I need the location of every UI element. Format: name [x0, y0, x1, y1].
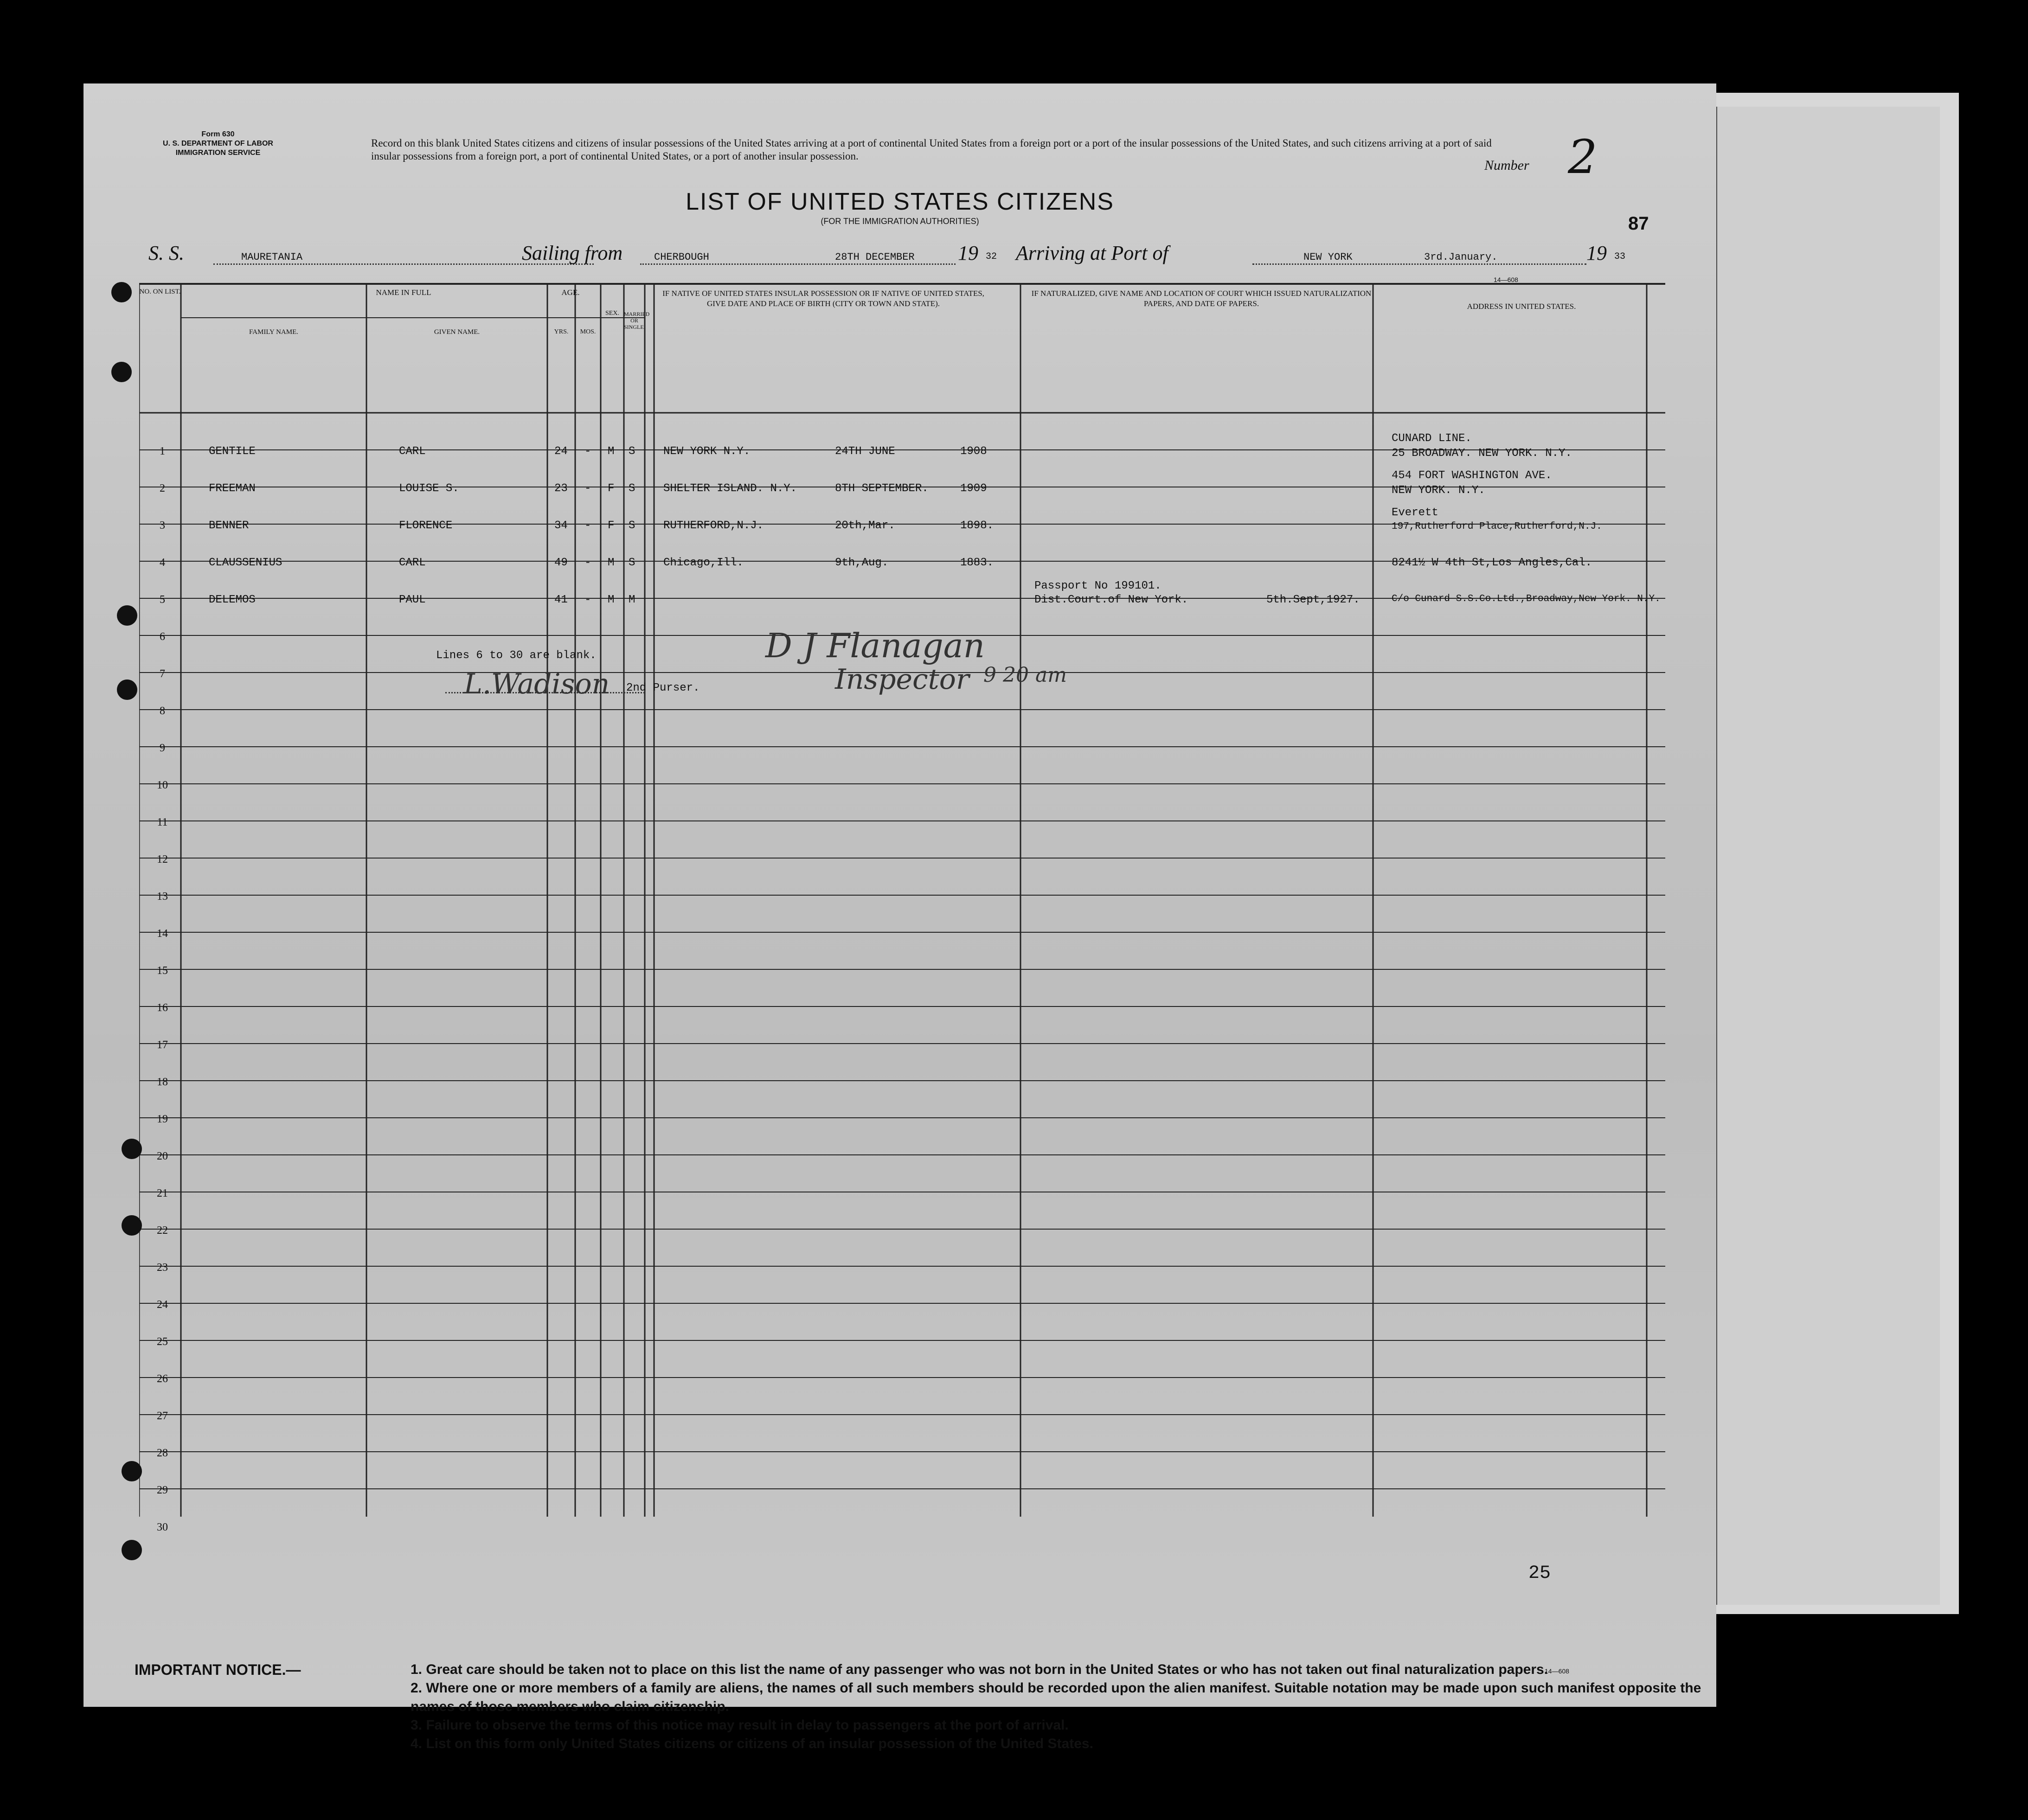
row-number: 22 — [157, 1224, 168, 1237]
row-number: 14 — [157, 928, 168, 940]
passenger-age-months: - — [584, 445, 591, 458]
from-port: CHERBOUGH — [654, 251, 709, 263]
passenger-age-years: 23 — [554, 482, 568, 495]
row-number: 25 — [157, 1336, 168, 1348]
purser-title: 2nd Purser. — [626, 682, 700, 694]
notice-item: 4. List on this form only United States citizens or citizens of an insular possession of the United States. — [411, 1736, 1093, 1751]
passenger-birth-year: 1909 — [960, 482, 987, 495]
page-number: 87 — [1628, 213, 1649, 234]
punch-hole — [111, 362, 132, 382]
form-number: Form 630 — [201, 130, 235, 138]
header-family-name: FAMILY NAME. — [249, 328, 298, 336]
row-number: 17 — [157, 1039, 168, 1051]
passenger-address-line-1: 454 FORT WASHINGTON AVE. — [1392, 469, 1552, 482]
row-number: 8 — [160, 705, 165, 717]
row-number: 11 — [157, 816, 168, 828]
passenger-given-name: LOUISE S. — [399, 482, 459, 495]
ship-name: MAURETANIA — [241, 251, 303, 263]
passenger-sex: F — [608, 482, 615, 495]
purser-dotline — [445, 692, 645, 693]
header-no: NO. ON LIST. — [139, 288, 181, 295]
notice-item: 2. Where one or more members of a family are aliens, the names of all such members should be recorded upon the alien manifest. Suitable notation may be made upon such manifest opposite the names of those members who claim citizenship. — [411, 1680, 1701, 1714]
punch-hole — [122, 1215, 142, 1236]
header-sex: SEX. — [605, 310, 619, 317]
passenger-given-name: PAUL — [399, 594, 426, 606]
passenger-marital-status: S — [629, 519, 635, 532]
header-naturalized: IF NATURALIZED, GIVE NAME AND LOCATION OF COURT WHICH ISSUED NATURALIZATION PAPERS, AND DATE OF PAPERS. — [1031, 289, 1372, 308]
passenger-age-years: 41 — [554, 594, 568, 606]
row-number: 27 — [157, 1410, 168, 1422]
row-number: 4 — [160, 557, 165, 569]
passenger-naturalization-date: 5th.Sept,1927. — [1266, 594, 1360, 606]
passenger-age-months: - — [584, 594, 591, 606]
arrive-year: 33 — [1614, 251, 1626, 262]
page-title: LIST OF UNITED STATES CITIZENS — [686, 188, 1114, 215]
header-yrs: YRS. — [554, 328, 569, 335]
passenger-address-line-2: NEW YORK. N.Y. — [1392, 484, 1485, 497]
passenger-address-line-1: CUNARD LINE. — [1392, 432, 1472, 445]
passenger-birth-place: NEW YORK N.Y. — [663, 445, 751, 458]
manifest-sheet — [83, 83, 1716, 1751]
row-number: 1 — [160, 445, 165, 457]
ss-label: S. S. — [148, 242, 184, 264]
passenger-family-name: FREEMAN — [209, 482, 256, 495]
arrive-date: 3rd.January. — [1424, 251, 1498, 263]
form-code-top: 14—608 — [1494, 276, 1518, 283]
punch-hole — [122, 1540, 142, 1560]
passenger-address-line-1: Everett — [1392, 506, 1438, 519]
row-number: 20 — [157, 1150, 168, 1162]
passenger-address-line-2: 8241½ W 4th St,Los Angles,Cal. — [1392, 557, 1592, 569]
passenger-age-years: 24 — [554, 445, 568, 458]
row-number: 19 — [157, 1113, 168, 1125]
notice-item: 3. Failure to observe the terms of this notice may result in delay to passengers at the port of arrival. — [411, 1717, 1069, 1733]
list-number: 2 — [1568, 130, 1598, 184]
row-number: 9 — [160, 742, 165, 754]
passenger-address-line-2: C/o Cunard S.S.Co.Ltd.,Broadway,New York. N.Y. — [1392, 594, 1661, 604]
inspector-time: 9 20 am — [983, 663, 1067, 687]
header-married-single: MARRIED OR SINGLE. — [624, 311, 650, 330]
table-rules — [139, 283, 1665, 1517]
passenger-age-months: - — [584, 482, 591, 495]
passenger-birth-year: 1898. — [960, 519, 994, 532]
row-number: 18 — [157, 1076, 168, 1088]
passenger-age-years: 49 — [554, 557, 568, 569]
header-address: ADDRESS IN UNITED STATES. — [1467, 302, 1576, 311]
inspector-signature: D J Flanagan — [765, 626, 985, 665]
row-number: 15 — [157, 965, 168, 977]
passenger-birth-date: 24TH JUNE — [835, 445, 895, 458]
page-subtitle: (FOR THE IMMIGRATION AUTHORITIES) — [821, 217, 979, 226]
passenger-marital-status: S — [629, 557, 635, 569]
form-issuer — [148, 130, 288, 158]
punch-hole — [122, 1139, 142, 1159]
passenger-sex: M — [608, 445, 615, 458]
row-number: 30 — [157, 1521, 168, 1533]
row-number: 26 — [157, 1373, 168, 1385]
row-number: 24 — [157, 1299, 168, 1311]
passenger-birth-date: 8TH SEPTEMBER. — [835, 482, 929, 495]
sailing-from-label: Sailing from — [522, 242, 623, 264]
inspector-title: Inspector — [835, 663, 969, 696]
header-given-name: GIVEN NAME. — [434, 328, 480, 336]
passenger-naturalization: Passport No 199101. — [1034, 580, 1162, 592]
punch-hole — [117, 679, 137, 700]
row-number: 7 — [160, 668, 165, 680]
row-number: 2 — [160, 482, 165, 494]
passenger-birth-date: 20th,Mar. — [835, 519, 895, 532]
passenger-given-name: CARL — [399, 445, 426, 458]
arrive-dotline — [1252, 263, 1586, 265]
header-name-in-full: NAME IN FULL — [376, 288, 431, 297]
punch-hole — [111, 282, 132, 302]
passenger-family-name: GENTILE — [209, 445, 256, 458]
passenger-birth-date: 9th,Aug. — [835, 557, 889, 569]
header-mos: MOS. — [580, 328, 596, 335]
header-birth: IF NATIVE OF UNITED STATES INSULAR POSSESSION OR IF NATIVE OF UNITED STATES, GIVE DATE AND PLACE OF BIRTH (CITY OR TOWN AND STATE). — [662, 289, 984, 308]
row-number: 5 — [160, 594, 165, 606]
notice-items — [411, 1660, 1719, 1753]
passenger-sex: F — [608, 519, 615, 532]
passenger-family-name: DELEMOS — [209, 594, 256, 606]
from-dotline — [640, 263, 956, 265]
passenger-birth-place: Chicago,Ill. — [663, 557, 744, 569]
passenger-age-months: - — [584, 557, 591, 569]
passenger-marital-status: S — [629, 445, 635, 458]
depart-year: 32 — [986, 251, 997, 262]
passenger-marital-status: M — [629, 594, 635, 606]
passenger-address-line-2: 25 BROADWAY. NEW YORK. N.Y. — [1392, 447, 1572, 460]
punch-hole — [122, 1461, 142, 1481]
arrive-year-prefix: 19 — [1586, 242, 1607, 264]
passenger-birth-place: RUTHERFORD,N.J. — [663, 519, 764, 532]
passenger-address-line-2: 197,Rutherford Place,Rutherford,N.J. — [1392, 521, 1602, 532]
number-label: Number — [1484, 158, 1529, 173]
notice-lead: IMPORTANT NOTICE.— — [135, 1661, 301, 1678]
passenger-given-name: CARL — [399, 557, 426, 569]
row-number: 6 — [160, 631, 165, 643]
form-code-bottom: 14—608 — [1545, 1667, 1569, 1675]
passenger-family-name: CLAUSSENIUS — [209, 557, 282, 569]
row-number: 10 — [157, 779, 168, 791]
passenger-family-name: BENNER — [209, 519, 249, 532]
purser-signature: L.Wadison — [464, 668, 610, 700]
arrive-port: NEW YORK — [1303, 251, 1353, 263]
department: U. S. DEPARTMENT OF LABOR — [163, 140, 273, 147]
background-page-2 — [1716, 107, 1940, 1605]
record-instructions: Record on this blank United States citizens and citizens of insular possessions of the United States arriving at a port of continental United States from a foreign port or a port of the insular possessions of the United States, and such citizens arriving at a port of said insular possessions from a foreign port, a port of continental United States, or a port of another insular possession. — [371, 137, 1492, 162]
row-number: 13 — [157, 891, 168, 903]
passenger-birth-year: 1883. — [960, 557, 994, 569]
row-number: 21 — [157, 1187, 168, 1199]
passenger-age-years: 34 — [554, 519, 568, 532]
row-number: 29 — [157, 1484, 168, 1496]
depart-year-prefix: 19 — [958, 242, 978, 264]
passenger-birth-year: 1908 — [960, 445, 987, 458]
row-number: 28 — [157, 1447, 168, 1459]
punch-hole — [117, 605, 137, 626]
passenger-birth-place: SHELTER ISLAND. N.Y. — [663, 482, 797, 495]
row-number: 16 — [157, 1002, 168, 1014]
passenger-given-name: FLORENCE — [399, 519, 453, 532]
depart-date: 28TH DECEMBER — [835, 251, 915, 263]
passenger-sex: M — [608, 594, 615, 606]
arriving-label: Arriving at Port of — [1016, 242, 1168, 264]
passenger-marital-status: S — [629, 482, 635, 495]
manifest-table — [139, 283, 1665, 1584]
passenger-sex: M — [608, 557, 615, 569]
blank-lines-note: Lines 6 to 30 are blank. — [436, 649, 597, 662]
stamp-number: 25 — [1528, 1563, 1551, 1584]
header-age: AGE. — [561, 288, 580, 297]
passenger-age-months: - — [584, 519, 591, 532]
passenger-court: Dist.Court.of New York. — [1034, 594, 1188, 606]
notice-item: 1. Great care should be taken not to place on this list the name of any passenger who was not born in the United States or who has not taken out final naturalization papers. — [411, 1662, 1548, 1677]
row-number: 23 — [157, 1262, 168, 1274]
service: IMMIGRATION SERVICE — [175, 149, 261, 157]
row-number: 3 — [160, 519, 165, 532]
row-number: 12 — [157, 853, 168, 865]
